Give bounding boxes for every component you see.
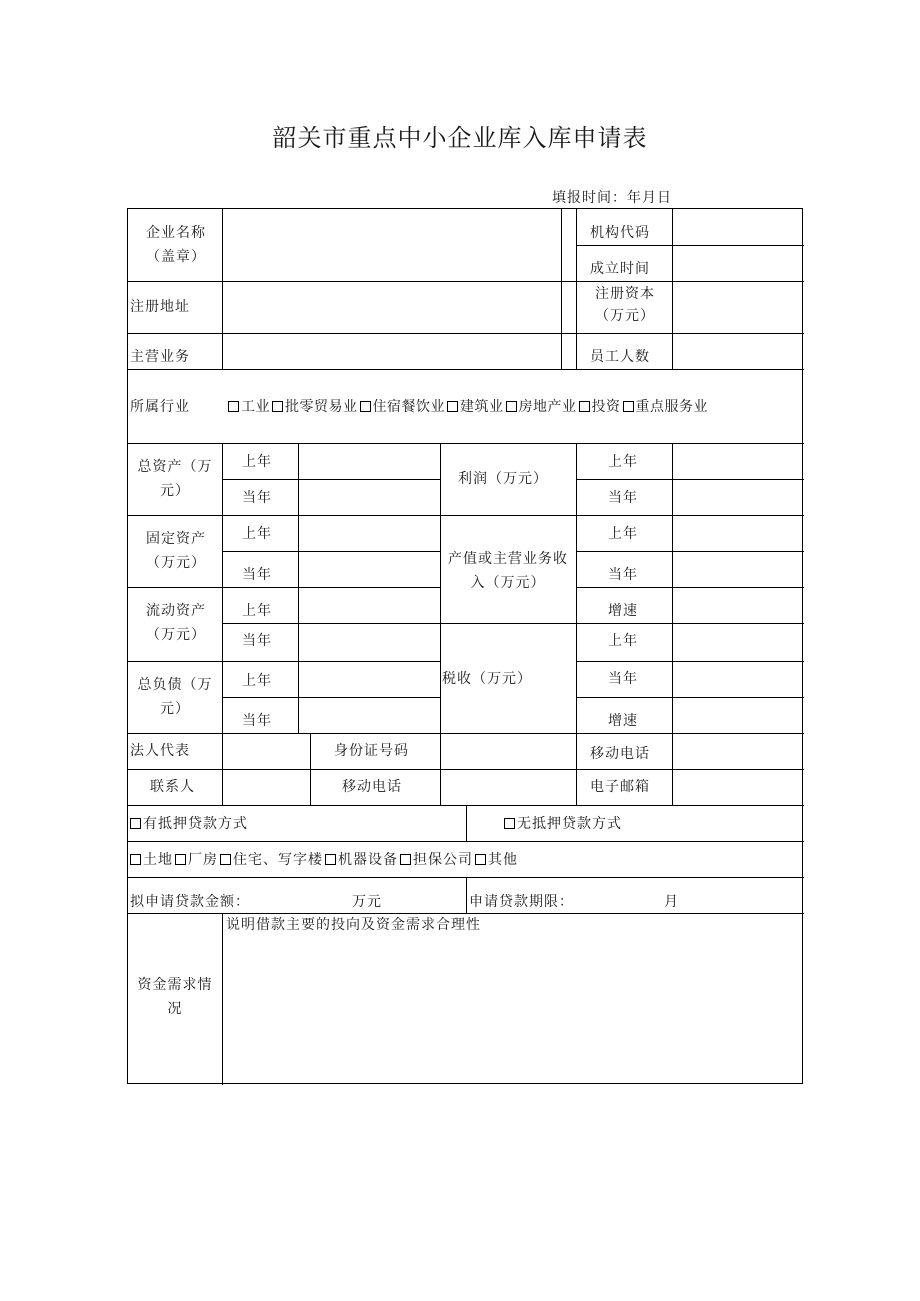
industry-options[interactable]: 工业 批零贸易业 住宿餐饮业 建筑业 房地产业 投资 重点服务业 xyxy=(226,395,708,419)
industry-label: 所属行业 xyxy=(130,399,190,415)
reg-address-label: 注册地址 xyxy=(130,299,190,315)
profit-label: 利润（万元） xyxy=(458,471,548,487)
contact-label: 联系人 xyxy=(150,779,195,795)
contact-mobile-label: 移动电话 xyxy=(342,779,402,795)
total-liabilities-label: 总负债（万元） xyxy=(137,677,213,717)
org-code-label: 机构代码 xyxy=(590,225,650,241)
loan-term-label: 申请贷款期限： xyxy=(469,894,574,910)
collateral-options[interactable]: 土地 厂房 住宅、写字楼 机器设备 担保公司 其他 xyxy=(130,848,518,872)
period-this-year: 当年 xyxy=(242,490,272,506)
form-title: 韶关市重点中小企业库入库申请表 xyxy=(272,124,648,152)
period-last-year: 上年 xyxy=(242,673,272,689)
period-last-year: 上年 xyxy=(242,526,272,542)
period-last-year: 上年 xyxy=(608,633,638,649)
reg-capital-label: 注册资本（万元） xyxy=(595,286,655,324)
company-name-label: 企业名称（盖章） xyxy=(146,225,206,265)
period-this-year: 当年 xyxy=(608,671,638,687)
period-last-year: 上年 xyxy=(608,526,638,542)
period-growth: 增速 xyxy=(608,713,638,729)
loan-term-unit: 月 xyxy=(664,894,679,910)
mobile-label: 移动电话 xyxy=(590,746,650,762)
funding-need-hint: 说明借款主要的投向及资金需求合理性 xyxy=(226,917,481,933)
secured-loan-option[interactable]: 有抵押贷款方式 xyxy=(130,812,248,836)
period-this-year: 当年 xyxy=(608,567,638,583)
loan-amount-label: 拟申请贷款金额： xyxy=(130,894,250,910)
id-number-label: 身份证号码 xyxy=(334,743,409,759)
fixed-assets-label: 固定资产（万元） xyxy=(146,531,206,571)
output-revenue-label: 产值或主营业务收入（万元） xyxy=(448,551,568,591)
period-growth: 增速 xyxy=(608,603,638,619)
period-this-year: 当年 xyxy=(242,567,272,583)
total-assets-label: 总资产（万元） xyxy=(137,459,213,499)
employees-label: 员工人数 xyxy=(590,349,650,365)
period-this-year: 当年 xyxy=(608,490,638,506)
application-form xyxy=(127,208,803,1084)
period-last-year: 上年 xyxy=(242,454,272,470)
fill-date: 填报时间：年月日 xyxy=(552,190,672,206)
current-assets-label: 流动资产（万元） xyxy=(146,603,206,643)
funding-need-label: 资金需求情况 xyxy=(137,977,213,1017)
period-this-year: 当年 xyxy=(242,633,272,649)
unsecured-loan-option[interactable]: 无抵押贷款方式 xyxy=(502,812,622,836)
legal-rep-label: 法人代表 xyxy=(130,743,190,759)
period-last-year: 上年 xyxy=(608,454,638,470)
est-date-label: 成立时间 xyxy=(590,261,650,277)
period-last-year: 上年 xyxy=(242,603,272,619)
email-label: 电子邮箱 xyxy=(590,779,650,795)
period-this-year: 当年 xyxy=(242,713,272,729)
loan-amount-unit: 万元 xyxy=(352,894,382,910)
main-business-label: 主营业务 xyxy=(130,349,190,365)
tax-label: 税收（万元） xyxy=(442,671,532,687)
